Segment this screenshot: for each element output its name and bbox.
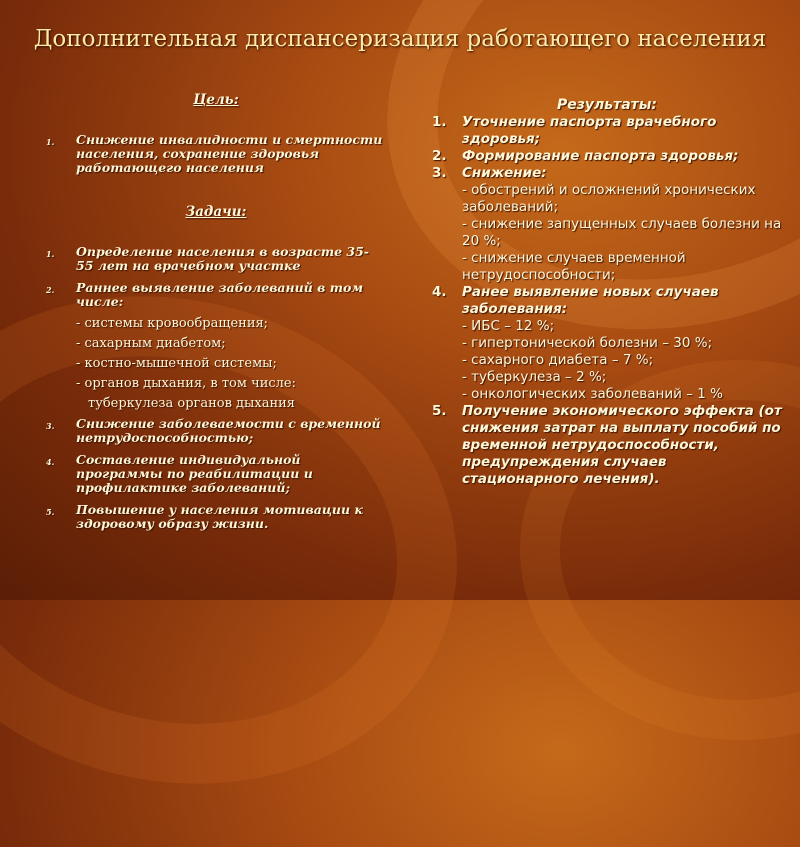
list-text: Формирование паспорта здоровья;: [462, 148, 739, 164]
list-text: Составление индивидуальной программы по реабилитации и профилактике заболеваний;: [76, 452, 313, 495]
task-subitem: - сахарным диабетом;: [76, 336, 226, 351]
task-subitem: - системы кровообращения;: [76, 316, 269, 331]
task-item: [46, 417, 386, 445]
list-number: 1.: [432, 114, 447, 130]
list-text: Снижение:: [462, 165, 547, 181]
list-text: Повышение у населения мотивации к здоровому образу жизни.: [76, 502, 363, 531]
result-item: [432, 284, 782, 318]
list-text: Уточнение паспорта врачебного здоровья;: [462, 114, 717, 147]
result-subitem: - снижение случаев временной нетрудоспособности;: [462, 250, 686, 283]
list-text: Снижение инвалидности и смертности населения, сохранение здоровья работающего населения: [76, 132, 383, 175]
task-item: [46, 453, 386, 495]
list-text: Определение населения в возрасте 35-55 лет на врачебном участке: [76, 244, 369, 273]
task-item: [46, 503, 386, 531]
task-subitem: - костно-мышечной системы;: [76, 356, 277, 371]
tasks-heading: Задачи:: [185, 204, 247, 220]
list-number: 3.: [432, 165, 447, 181]
list-number: 1.: [46, 249, 55, 259]
left-column: [46, 93, 386, 539]
task-item: [46, 281, 386, 309]
list-number: 5.: [46, 507, 55, 517]
list-text: Получение экономического эффекта (от снижения затрат на выплату пособий по временной нетрудоспособности, предупреждения случаев стационарного лечения).: [462, 403, 782, 487]
list-text: Ранее выявление новых случаев заболевания:: [462, 284, 719, 317]
list-number: 3.: [46, 421, 55, 431]
result-subitem: - обострений и осложнений хронических заболеваний;: [462, 182, 756, 215]
result-item: [432, 114, 782, 148]
list-number: 5.: [432, 403, 447, 419]
list-number: 4.: [432, 284, 447, 300]
result-subitem: - гипертонической болезни – 30 %;: [462, 335, 713, 351]
list-number: 2.: [46, 285, 55, 295]
task-subitem: туберкулеза органов дыхания: [88, 396, 295, 411]
goal-heading: Цель:: [193, 92, 239, 108]
goal-item: [46, 133, 386, 175]
list-text: Снижение заболеваемости с временной нетрудоспособностью;: [76, 416, 381, 445]
result-subitem: - онкологических заболеваний – 1 %: [462, 386, 723, 402]
list-number: 1.: [46, 137, 55, 147]
result-subitem: - туберкулеза – 2 %;: [462, 369, 607, 385]
result-subitem: - ИБС – 12 %;: [462, 318, 555, 334]
slide-title: Дополнительная диспансеризация работающего населения: [33, 26, 767, 52]
task-item: [46, 245, 386, 273]
task-subitem: - органов дыхания, в том числе:: [76, 376, 296, 391]
result-item: [432, 165, 782, 182]
result-item: [432, 403, 782, 488]
result-subitem: - сахарного диабета – 7 %;: [462, 352, 654, 368]
right-column: [432, 97, 782, 488]
results-heading: Результаты:: [556, 97, 658, 113]
list-number: 2.: [432, 148, 447, 164]
result-subitem: - снижение запущенных случаев болезни на 20 %;: [462, 216, 782, 249]
result-item: [432, 148, 782, 165]
list-number: 4.: [46, 457, 55, 467]
list-text: Раннее выявление заболеваний в том числе:: [76, 280, 364, 309]
